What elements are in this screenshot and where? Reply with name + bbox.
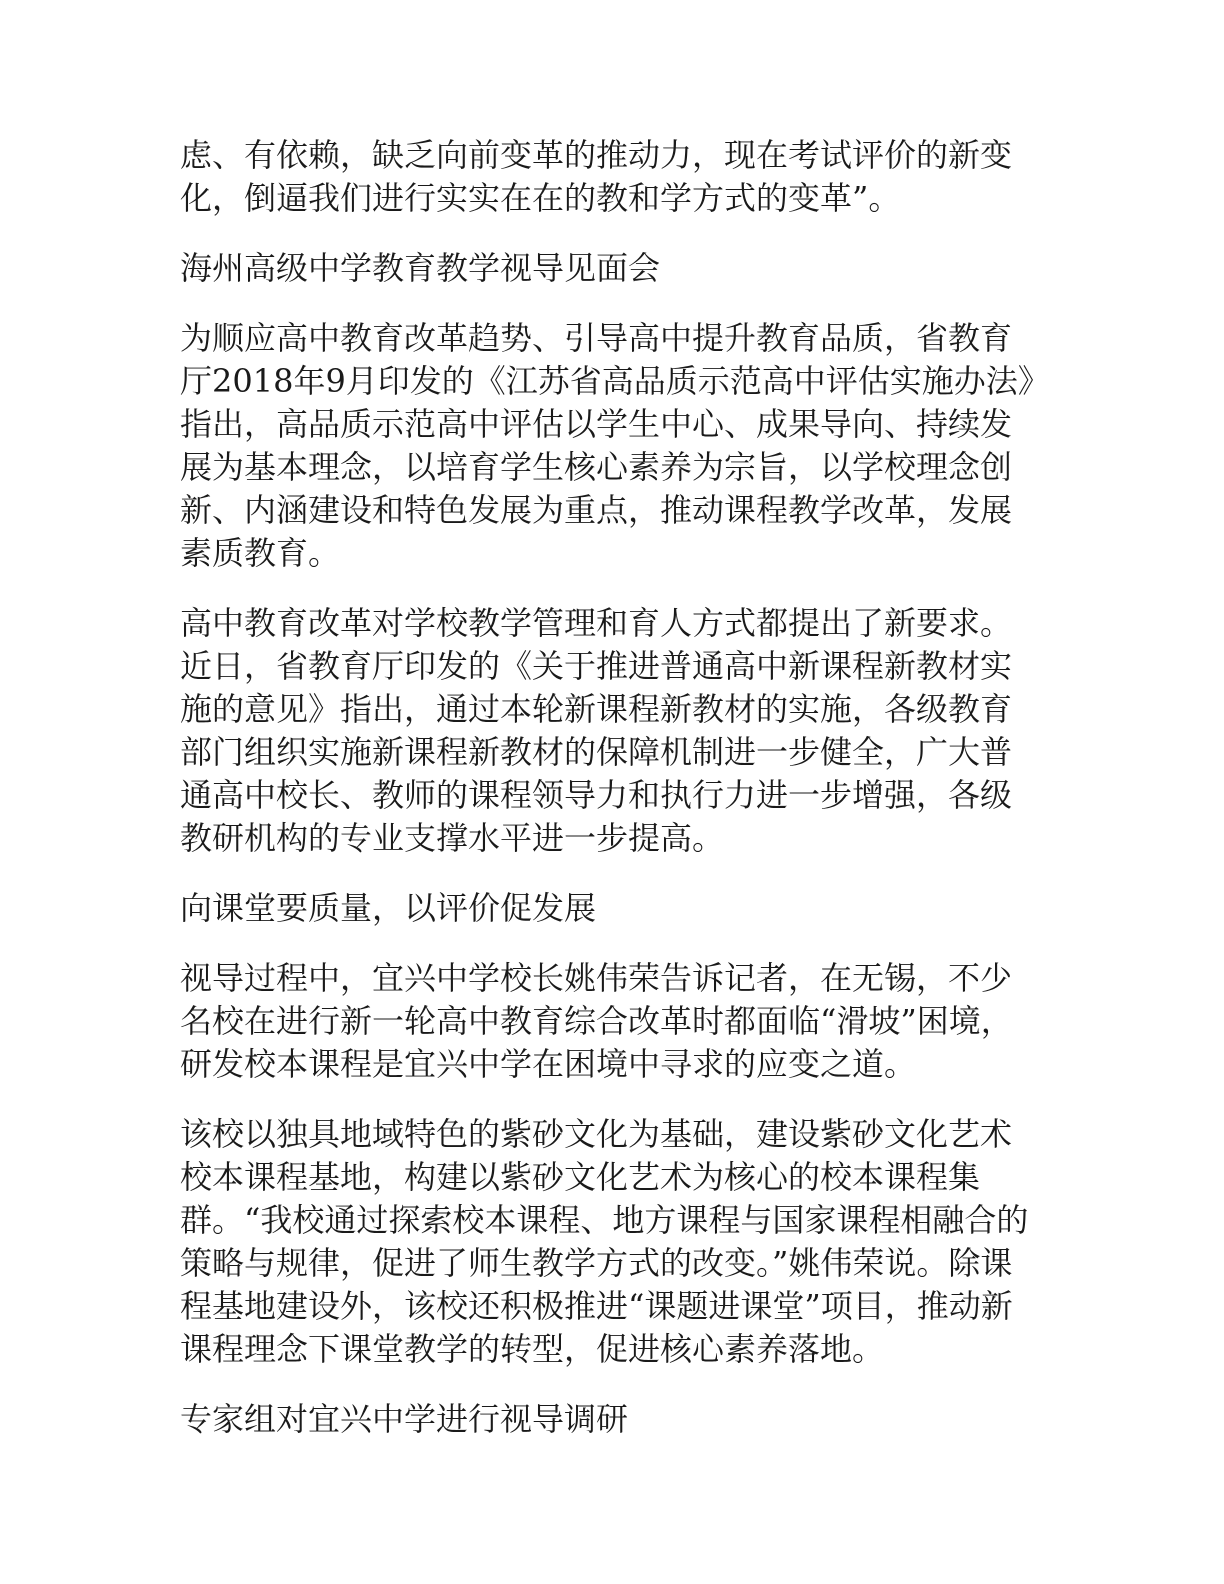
paragraph-continuation: 虑、有依赖，缺乏向前变革的推动力，现在考试评价的新变化，倒逼我们进行实实在在的教和学方式的变革”。	[180, 136, 1013, 217]
photo-caption-expert-visit: 专家组对宜兴中学进行视导调研	[180, 1400, 629, 1438]
document-body	[180, 134, 1040, 1468]
paragraph-reform-requirements: 高中教育改革对学校教学管理和育人方式都提出了新要求。近日，省教育厅印发的《关于推进普通高中新课程新教材实施的意见》指出，通过本轮新课程新教材的实施，各级教育部门组织实施新课程新教材的保障机制进一步健全，广大普通高中校长、教师的课程领导力和执行力进一步增强，各级教研机构的专业支撑水平进一步提高。	[180, 604, 1013, 857]
paragraph-yixing-principal: 视导过程中，宜兴中学校长姚伟荣告诉记者，在无锡，不少名校在进行新一轮高中教育综合改革时都面临“滑坡”困境，研发校本课程是宜兴中学在困境中寻求的应变之道。	[180, 959, 1013, 1083]
paragraph-policy: 为顺应高中教育改革趋势、引导高中提升教育品质，省教育厅2018年9月印发的《江苏省高品质示范高中评估实施办法》指出，高品质示范高中评估以学生中心、成果导向、持续发展为基本理念，以培育学生核心素养为宗旨，以学校理念创新、内涵建设和特色发展为重点，推动课程教学改革，发展素质教育。	[180, 319, 1034, 572]
photo-caption-meeting: 海州高级中学教育教学视导见面会	[180, 249, 661, 287]
paragraph-zisha-curriculum: 该校以独具地域特色的紫砂文化为基础，建设紫砂文化艺术校本课程基地，构建以紫砂文化艺术为核心的校本课程集群。“我校通过探索校本课程、地方课程与国家课程相融合的策略与规律，促进了师生教学方式的改变。”姚伟荣说。除课程基地建设外，该校还积极推进“课题进课堂”项目，推动新课程理念下课堂教学的转型，促进核心素养落地。	[180, 1115, 1029, 1368]
section-heading-classroom-quality: 向课堂要质量，以评价促发展	[180, 889, 597, 927]
